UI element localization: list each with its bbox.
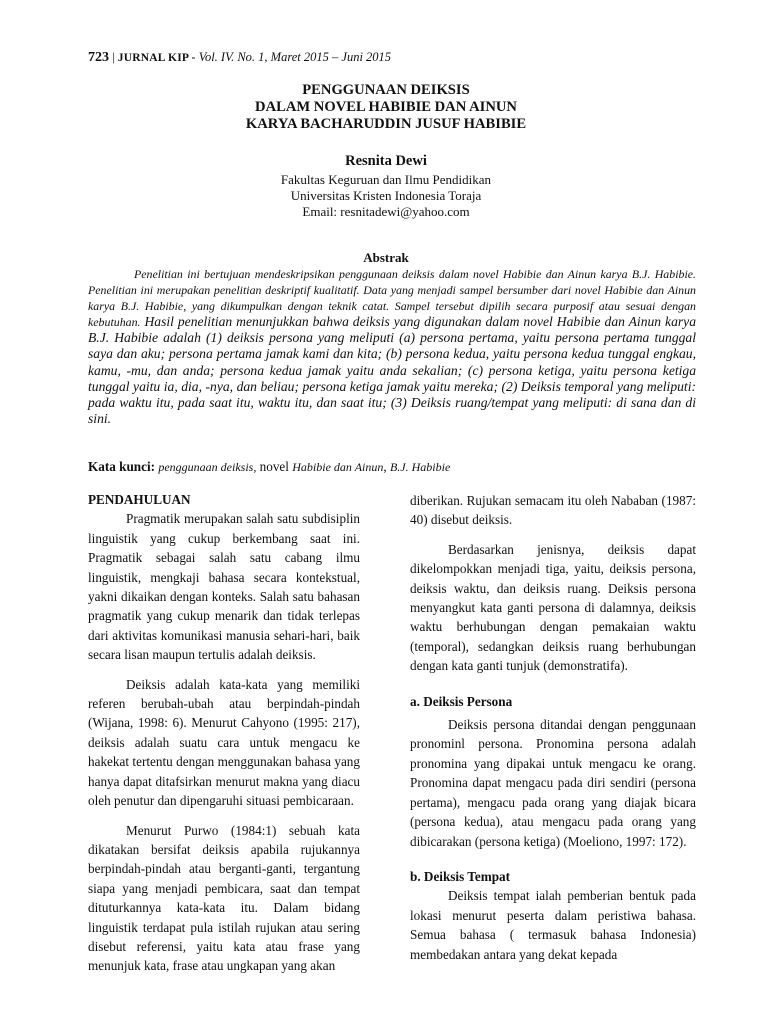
paragraph: Deiksis tempat ialah pemberian bentuk pada lokasi menurut peserta dalam peristiwa bahasa. Semua bahasa ( termasuk bahasa Indonesia) membedakan antara yang dekat kepada — [410, 888, 696, 962]
left-column — [88, 490, 360, 976]
paragraph: Menurut Purwo (1984:1) sebuah kata dikatakan bersifat deiksis apabila rujukannya berpindah-pindah atau berganti-ganti, tergantung siapa yang menjadi pembicara, saat dan tempat dituturkannya kata-kata itu. Dalam bidang linguistik terdapat pula istilah rujukan atau sering disebut referensi, yaitu kata atau frase yang menunjuk kata, frase atau ungkapan yang akan — [88, 822, 360, 974]
paragraph: Berdasarkan jenisnya, deiksis dapat dikelompokkan menjadi tiga, yaitu, deiksis persona, deiksis waktu, dan deiksis ruang. Deiksis persona menyangkut kata ganti persona di dalamnya, deiksis waktu berhubungan dengan pemakaian waktu (temporal), sedangkan deiksis ruang berhubungan dengan kata ganti tunjuk (demonstratifa). — [410, 541, 696, 674]
section-heading-deiksis-tempat: b. Deiksis Tempat — [410, 868, 511, 884]
section-heading-deiksis-persona: a. Deiksis Persona — [410, 693, 513, 709]
keywords-label: Kata kunci: — [88, 459, 159, 474]
affiliation-university: Universitas Kristen Indonesia Toraja — [290, 188, 482, 203]
abstract-heading: Abstrak — [363, 250, 409, 265]
paragraph: diberikan. Rujukan semacam itu oleh Nababan (1987: 40) disebut deiksis. — [410, 493, 696, 528]
header-separator: | — [109, 50, 118, 64]
abstract-body — [88, 266, 696, 427]
paper-title — [88, 82, 684, 133]
right-column — [410, 491, 696, 964]
keyword-2: Habibie dan Ainun — [292, 460, 384, 474]
keyword-1: penggunaan deiksis, — [158, 460, 257, 474]
title-line-1: PENGGUNAAN DEIKSIS — [302, 82, 470, 98]
journal-name: JURNAL KIP - — [117, 52, 196, 64]
keyword-sep-2: , — [383, 459, 390, 474]
page-number: 723 — [88, 50, 109, 65]
section-heading-pendahuluan: PENDAHULUAN — [88, 492, 191, 507]
paragraph: Pragmatik merupakan salah satu subdisiplin linguistik yang cukup berkembang saat ini. Pragmatik sebagai salah satu cabang ilmu linguistik, mengkaji bahasa secara kontekstual, yakni dikaikan dengan konteks. Salah satu bahasan pragmatik yang cukup menarik dan tidak terlepas dari aktivitas komunikasi manusia sehari-hari, baik secara lisan maupun tertulis adalah deiksis. — [88, 511, 360, 663]
paragraph: Deiksis adalah kata-kata yang memiliki referen berubah-ubah atau berpindah-pindah (Wijana, 1998: 6). Menurut Cahyono (1995: 217), deiksis adalah suatu cara untuk mengacu ke hakekat tertentu dengan menggunakan bahasa yang hanya dapat ditafsirkan menurut makna yang diacu oleh penutur dan dipengaruhi situasi pembicaraan. — [88, 676, 360, 809]
author-email: Email: resnitadewi@yahoo.com — [302, 204, 470, 219]
abstract-text-part1: Penelitian ini bertujuan mendeskripsikan penggunaan deiksis dalam novel Habibie dan Ainun karya B.J. Habibie. Penelitian ini merupakan penelitian deskriptif kualitatif. Data yang menjadi sampel bersumber dari novel Habibie dan Ainun karya B.J. Habibie, yang dikumpulkan dengan teknik catat. Sampel tersebut dipilih secara purposif atau sesuai dengan kebutuhan. — [88, 267, 696, 330]
keyword-sep-1: novel — [256, 459, 293, 474]
affiliation-faculty: Fakultas Keguruan dan Ilmu Pendidikan — [280, 172, 492, 187]
title-line-3: KARYA BACHARUDDIN JUSUF HABIBIE — [245, 116, 527, 132]
paragraph: Deiksis persona ditandai dengan penggunaan pronominl persona. Pronomina persona adalah pronomina yang dipakai untuk mengacu ke orang. Pronomina dapat mengacu pada diri sendiri (persona pertama), mengacu pada orang yang diajak bicara (persona kedua), atau mengacu pada orang yang dibicarakan (persona ketiga) (Moeliono, 1997: 172). — [410, 717, 696, 849]
author-name: Resnita Dewi — [345, 153, 427, 169]
title-line-2: DALAM NOVEL HABIBIE DAN AINUN — [255, 99, 517, 115]
author-affiliation — [88, 172, 684, 220]
keywords — [88, 459, 450, 475]
volume-info: Vol. IV. No. 1, Maret 2015 – Juni 2015 — [195, 50, 392, 64]
running-header — [88, 50, 391, 66]
keyword-3: B.J. Habibie — [389, 460, 451, 474]
abstract-text-part2: Hasil penelitian menunjukkan bahwa deiksis yang digunakan dalam novel Habibie dan Ainun karya B.J. Habibie adalah (1) deiksis persona yang meliputi (a) persona pertama, yaitu persona pertama tunggal saya dan aku; persona pertama jamak kami dan kita; (b) persona kedua, yaitu persona kedua tunggal engkau, kamu, -mu, dan anda; persona kedua jamak yaitu anda sekalian; (c) persona ketiga, yaitu persona ketiga tunggal yaitu ia, dia, -nya, dan beliau; persona ketiga jamak yaitu mereka; (2) Deiksis temporal yang meliputi: pada waktu itu, pada saat itu, waktu itu, dan saat itu; (3) Deiksis ruang/tempat yang meliputi: di sana dan di sini. — [88, 314, 696, 426]
